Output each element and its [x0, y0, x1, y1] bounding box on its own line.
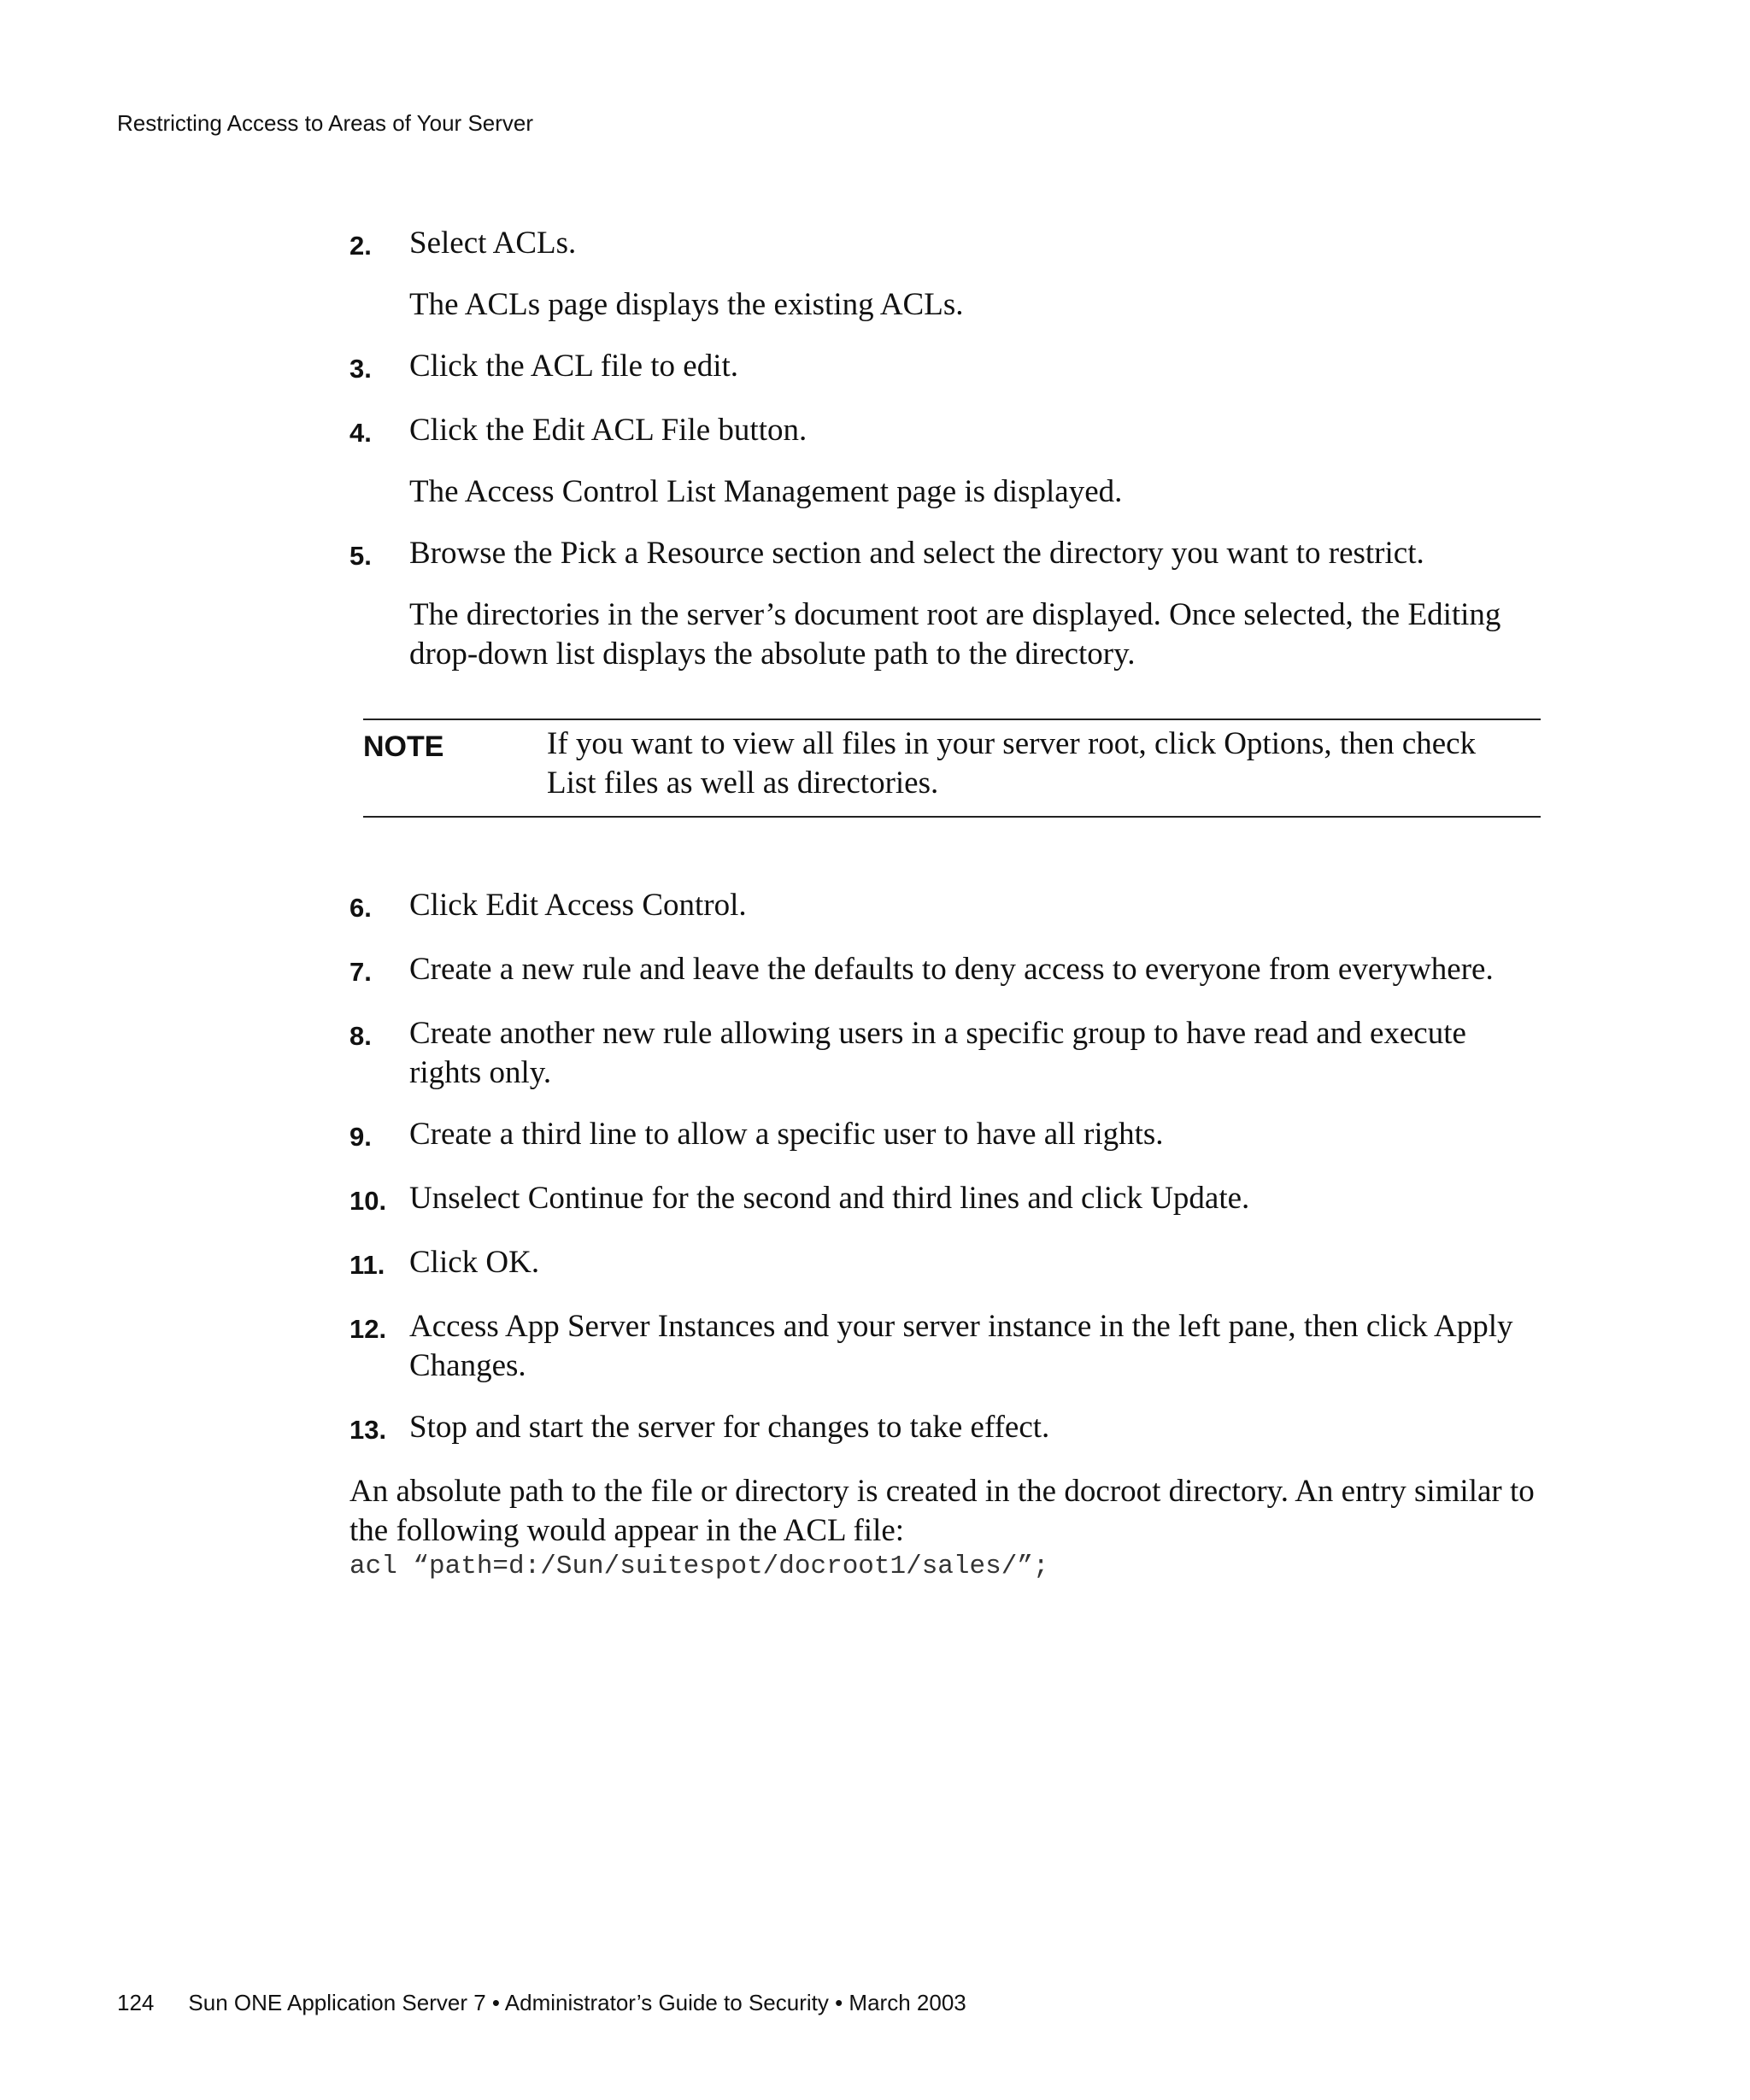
step-text: Click OK.	[409, 1245, 540, 1280]
step-number: 2.	[349, 231, 372, 261]
step-11	[349, 1243, 1546, 1285]
step-body	[409, 224, 1546, 325]
step-13	[349, 1408, 1546, 1450]
step-6	[349, 886, 1546, 928]
step-number: 13.	[349, 1415, 387, 1445]
step-4	[349, 411, 1546, 512]
page-number: 124	[117, 1990, 155, 2015]
step-body	[409, 1014, 1546, 1093]
step-9	[349, 1115, 1546, 1157]
step-number: 7.	[349, 957, 372, 987]
main-content	[349, 224, 1546, 1583]
page-footer	[117, 1989, 966, 2016]
step-body	[409, 886, 1546, 925]
step-number: 3.	[349, 354, 372, 384]
code-sample: acl “path=d:/Sun/suitespot/docroot1/sales/”;	[349, 1552, 1049, 1581]
step-description: The directories in the server’s document root are displayed. Once selected, the Editing drop-down list displays the absolute path to the directory.	[409, 597, 1501, 672]
step-text: Create another new rule allowing users in a specific group to have read and execute rights only.	[409, 1016, 1466, 1090]
step-number: 11.	[349, 1250, 385, 1280]
step-number: 6.	[349, 893, 372, 923]
footer-text: Sun ONE Application Server 7 • Administrator’s Guide to Security • March 2003	[188, 1990, 966, 2015]
step-body	[409, 347, 1546, 386]
step-text: Select ACLs.	[409, 226, 577, 261]
step-number: 10.	[349, 1186, 387, 1216]
step-text: Unselect Continue for the second and third lines and click Update.	[409, 1181, 1250, 1216]
step-text: Browse the Pick a Resource section and select the directory you want to restrict.	[409, 536, 1424, 571]
step-body	[409, 1179, 1546, 1218]
step-body	[409, 534, 1546, 674]
step-number: 8.	[349, 1021, 372, 1051]
step-3	[349, 347, 1546, 389]
step-body	[409, 950, 1546, 989]
step-text: Click Edit Access Control.	[409, 888, 747, 923]
step-12	[349, 1307, 1546, 1386]
step-number: 9.	[349, 1122, 372, 1152]
step-body	[409, 1243, 1546, 1282]
step-8	[349, 1014, 1546, 1093]
step-body	[409, 411, 1546, 512]
note-label: NOTE	[363, 730, 444, 763]
step-text: Access App Server Instances and your server instance in the left pane, then click Apply Changes.	[409, 1309, 1513, 1383]
step-2	[349, 224, 1546, 325]
running-header: Restricting Access to Areas of Your Server	[117, 110, 534, 136]
closing-paragraph: An absolute path to the file or directory is created in the docroot directory. An entry similar to the following would appear in the ACL file:	[349, 1474, 1535, 1548]
step-body	[409, 1408, 1546, 1447]
step-text: Create a third line to allow a specific user to have all rights.	[409, 1117, 1164, 1152]
step-5	[349, 534, 1546, 674]
step-text: Stop and start the server for changes to take effect.	[409, 1410, 1050, 1445]
step-number: 4.	[349, 418, 372, 448]
step-text: Click the ACL file to edit.	[409, 349, 739, 384]
note-box	[363, 719, 1541, 818]
note-text: If you want to view all files in your server root, click Options, then check List files as well as directories.	[547, 726, 1477, 801]
step-text: Click the Edit ACL File button.	[409, 413, 807, 448]
step-number: 12.	[349, 1314, 387, 1344]
step-7	[349, 950, 1546, 992]
step-description: The ACLs page displays the existing ACLs.	[409, 287, 964, 322]
step-10	[349, 1179, 1546, 1221]
step-text: Create a new rule and leave the defaults to deny access to everyone from everywhere.	[409, 952, 1494, 987]
step-number: 5.	[349, 541, 372, 571]
step-description: The Access Control List Management page is displayed.	[409, 474, 1123, 509]
step-body	[409, 1115, 1546, 1154]
step-body	[409, 1307, 1546, 1386]
